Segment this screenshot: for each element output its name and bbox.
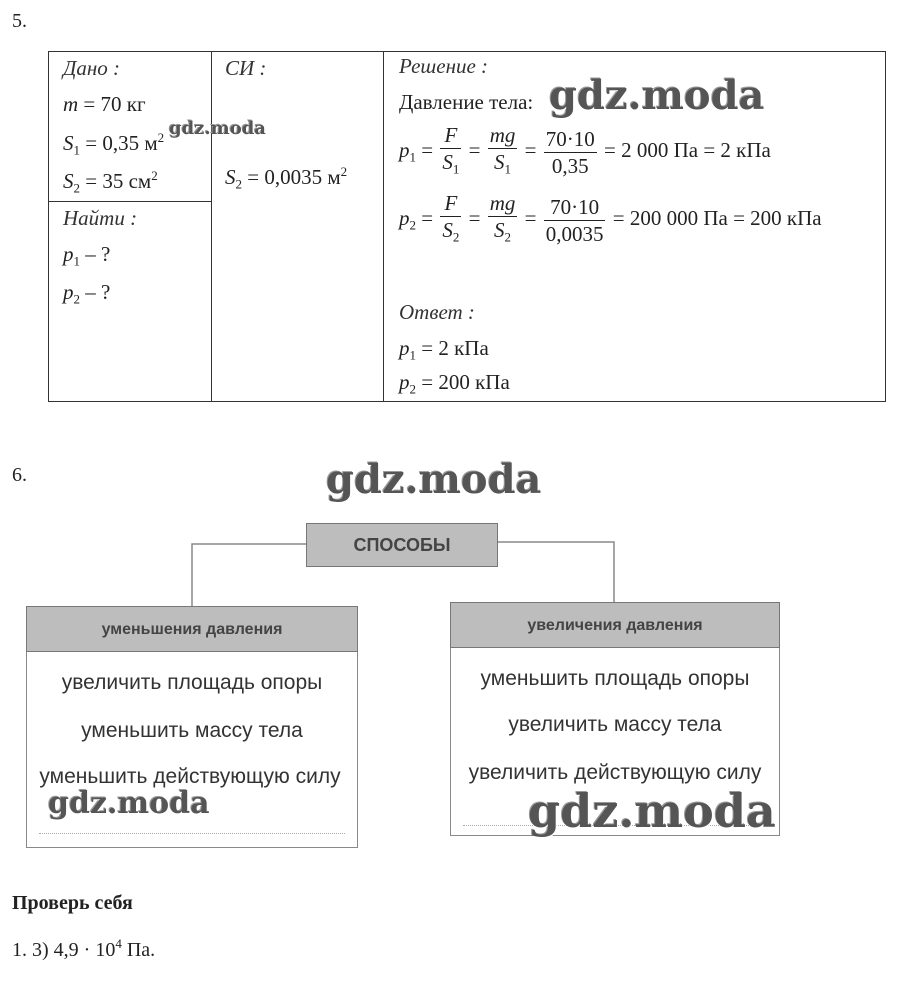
task-6-number: 6. xyxy=(12,464,27,486)
watermark-left-panel: gdz.moda xyxy=(48,786,210,821)
watermark-diagram-top: gdz.moda xyxy=(326,456,542,503)
given-mass: m = 70 кг xyxy=(63,92,146,116)
right-item-1: уменьшить площадь опоры xyxy=(480,667,750,690)
right-item-3: увеличить действующую силу xyxy=(468,761,762,784)
task-5-number: 5. xyxy=(12,10,27,32)
right-panel-title: увеличения давления xyxy=(450,602,780,648)
check-answer: 1. 3) $4,9 \cdot 10^4$ Па. xyxy=(12,936,156,961)
left-item-2: уменьшить массу тела xyxy=(81,719,303,742)
answer-p2: $p_2 = 200$ кПа xyxy=(399,370,510,397)
solution-intro: Давление тела: xyxy=(399,90,534,114)
answer-header: Ответ : xyxy=(399,300,475,324)
find-p1: $p_1$ – ? xyxy=(63,242,111,269)
check-title: Проверь себя xyxy=(12,892,133,914)
solution-header: Решение : xyxy=(399,54,489,78)
left-item-3: уменьшить действующую силу xyxy=(39,765,341,788)
si-value: $S_2 = 0,0035$ $м^2$ xyxy=(225,164,348,192)
find-p2: $p_2$ – ? xyxy=(63,280,111,307)
given-area-1: $S_1 = 0,35$ $м^2$ xyxy=(63,130,165,158)
left-item-1: увеличить площадь опоры xyxy=(61,671,323,694)
si-header: СИ : xyxy=(225,56,267,80)
equation-p2: $p_2$ = $\frac{F}{S_2}$ = $\frac{mg}{S_2}$ = $\frac{70\cdot 10}{0,0035}$ = 200 000 Па = 200 кПа xyxy=(399,191,822,246)
root-box: СПОСОБЫ xyxy=(306,523,498,567)
watermark-right-panel: gdz.moda xyxy=(528,784,776,838)
answer-p1: $p_1 = 2$ кПа xyxy=(399,336,489,363)
given-area-2: $S_2 = 35$ $см^2$ xyxy=(63,168,158,196)
given-header: Дано : xyxy=(63,56,121,80)
equation-p1: $p_1$ = $\frac{F}{S_1}$ = $\frac{mg}{S_1}$ = $\frac{70\cdot 10}{0,35}$ = 2 000 Па = 2 кПа xyxy=(399,123,771,178)
watermark-small: gdz.moda xyxy=(169,118,266,139)
watermark-table: gdz.moda xyxy=(549,72,765,119)
right-item-2: увеличить массу тела xyxy=(508,713,722,736)
find-header: Найти : xyxy=(63,206,138,230)
left-panel-title: уменьшения давления xyxy=(26,606,358,652)
